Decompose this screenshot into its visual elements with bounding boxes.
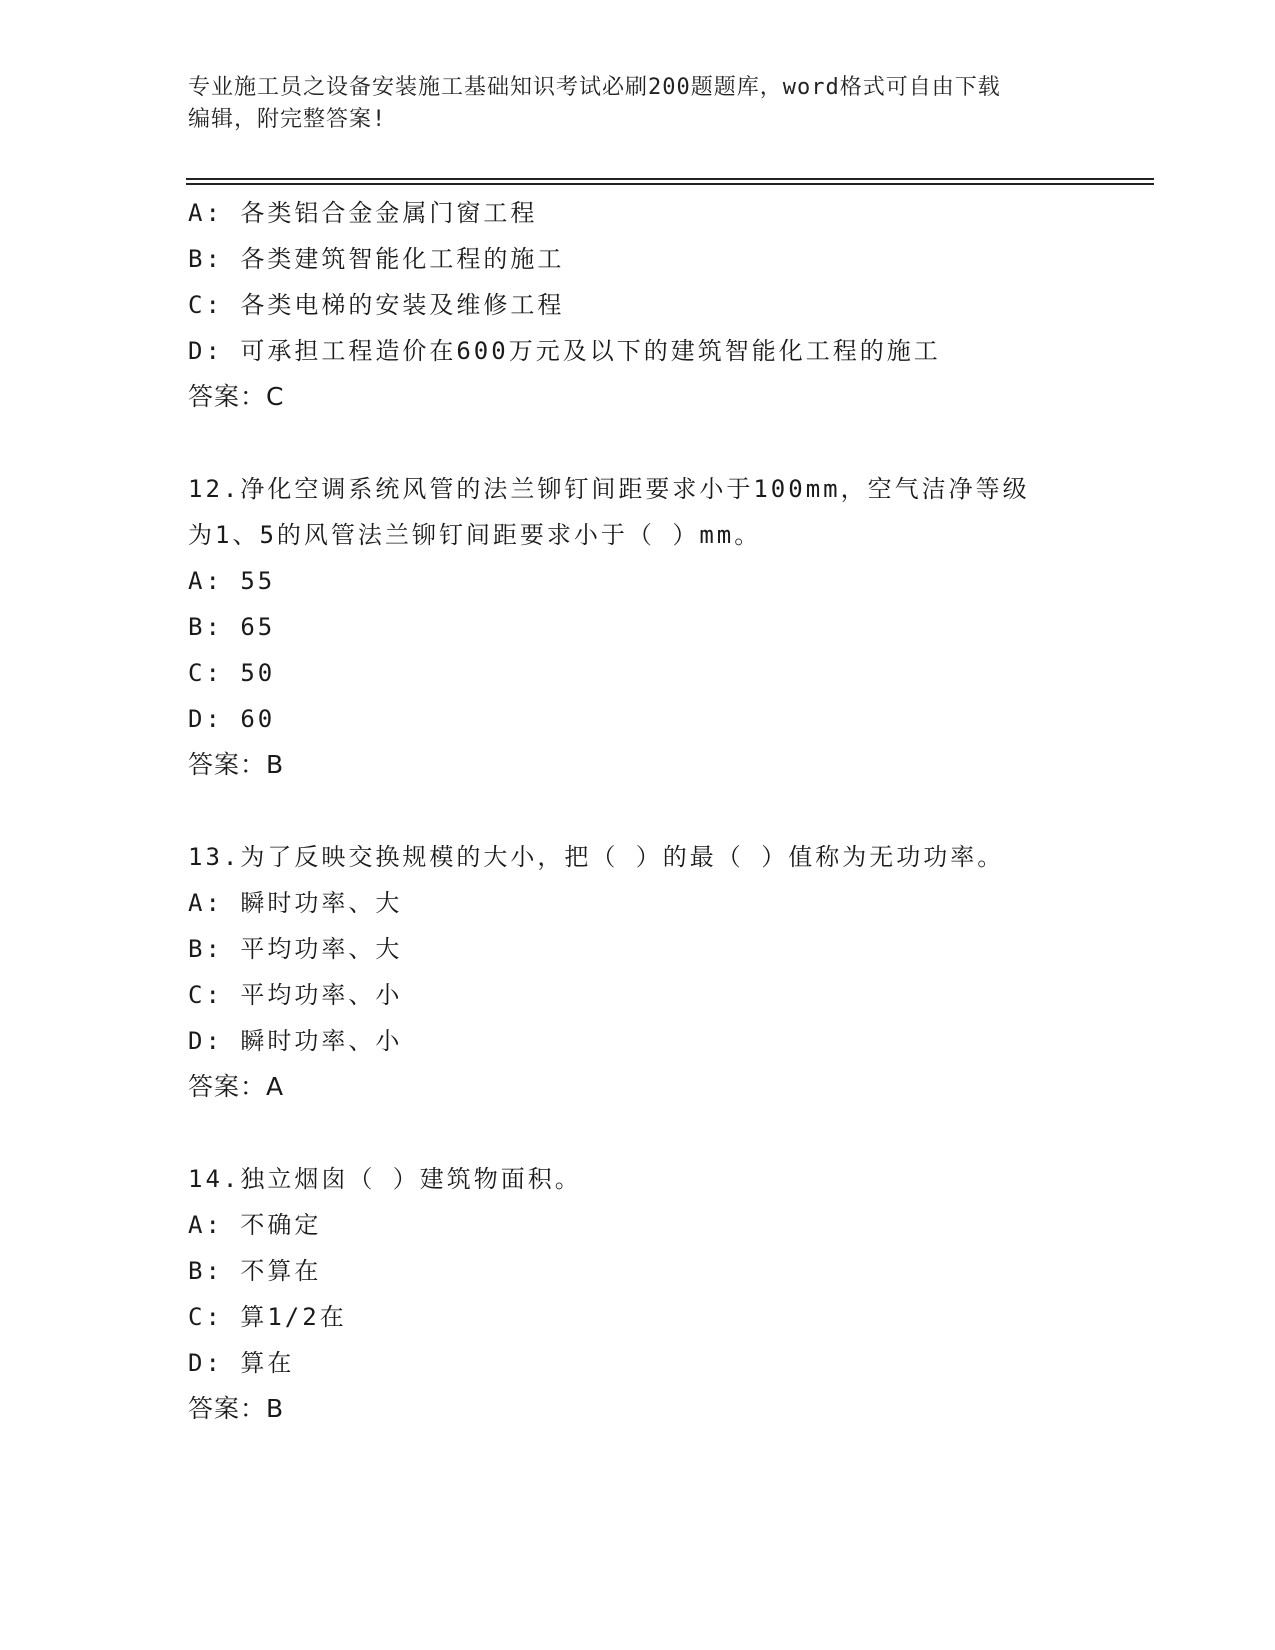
option-c: C: 算1/2在 (188, 1303, 347, 1331)
question-stem: 14.独立烟囱（ ）建筑物面积。 (188, 1165, 582, 1193)
answer: 答案：C (188, 382, 285, 411)
option-d: D: 瞬时功率、小 (188, 1027, 403, 1055)
option-a: A: 55 (188, 567, 276, 595)
question-12 (188, 466, 1088, 788)
question-stem: 12.净化空调系统风管的法兰铆钉间距要求小于100mm，空气洁净等级 (188, 475, 1030, 503)
question-list (188, 190, 1088, 1432)
spacer (188, 788, 1088, 834)
document-header (188, 72, 1088, 136)
header-line-1: 专业施工员之设备安装施工基础知识考试必刷200题题库，word格式可自由下载 (188, 75, 1001, 100)
option-d: D: 可承担工程造价在600万元及以下的建筑智能化工程的施工 (188, 337, 941, 365)
answer: 答案：B (188, 750, 285, 779)
option-c: C: 50 (188, 659, 276, 687)
option-a: A: 瞬时功率、大 (188, 889, 403, 917)
option-a: A: 各类铝合金金属门窗工程 (188, 199, 538, 227)
option-c: C: 平均功率、小 (188, 981, 403, 1009)
header-rule-top (186, 178, 1154, 180)
header-rule-bottom (186, 183, 1154, 185)
answer: 答案：A (188, 1072, 285, 1101)
option-c: C: 各类电梯的安装及维修工程 (188, 291, 565, 319)
option-b: B: 65 (188, 613, 276, 641)
spacer (188, 1110, 1088, 1156)
question-stem: 13.为了反映交换规模的大小，把（ ）的最（ ）值称为无功功率。 (188, 843, 1005, 871)
question-13 (188, 834, 1088, 1110)
spacer (188, 420, 1088, 466)
option-d: D: 60 (188, 705, 276, 733)
question-11 (188, 190, 1088, 420)
option-b: B: 不算在 (188, 1257, 322, 1285)
header-line-2: 编辑，附完整答案! (188, 107, 387, 132)
option-b: B: 各类建筑智能化工程的施工 (188, 245, 565, 273)
option-a: A: 不确定 (188, 1211, 322, 1239)
question-14 (188, 1156, 1088, 1432)
option-b: B: 平均功率、大 (188, 935, 403, 963)
question-stem-continued: 为1、5的风管法兰铆钉间距要求小于（ ）mm。 (188, 521, 762, 549)
answer: 答案：B (188, 1394, 285, 1423)
option-d: D: 算在 (188, 1349, 295, 1377)
